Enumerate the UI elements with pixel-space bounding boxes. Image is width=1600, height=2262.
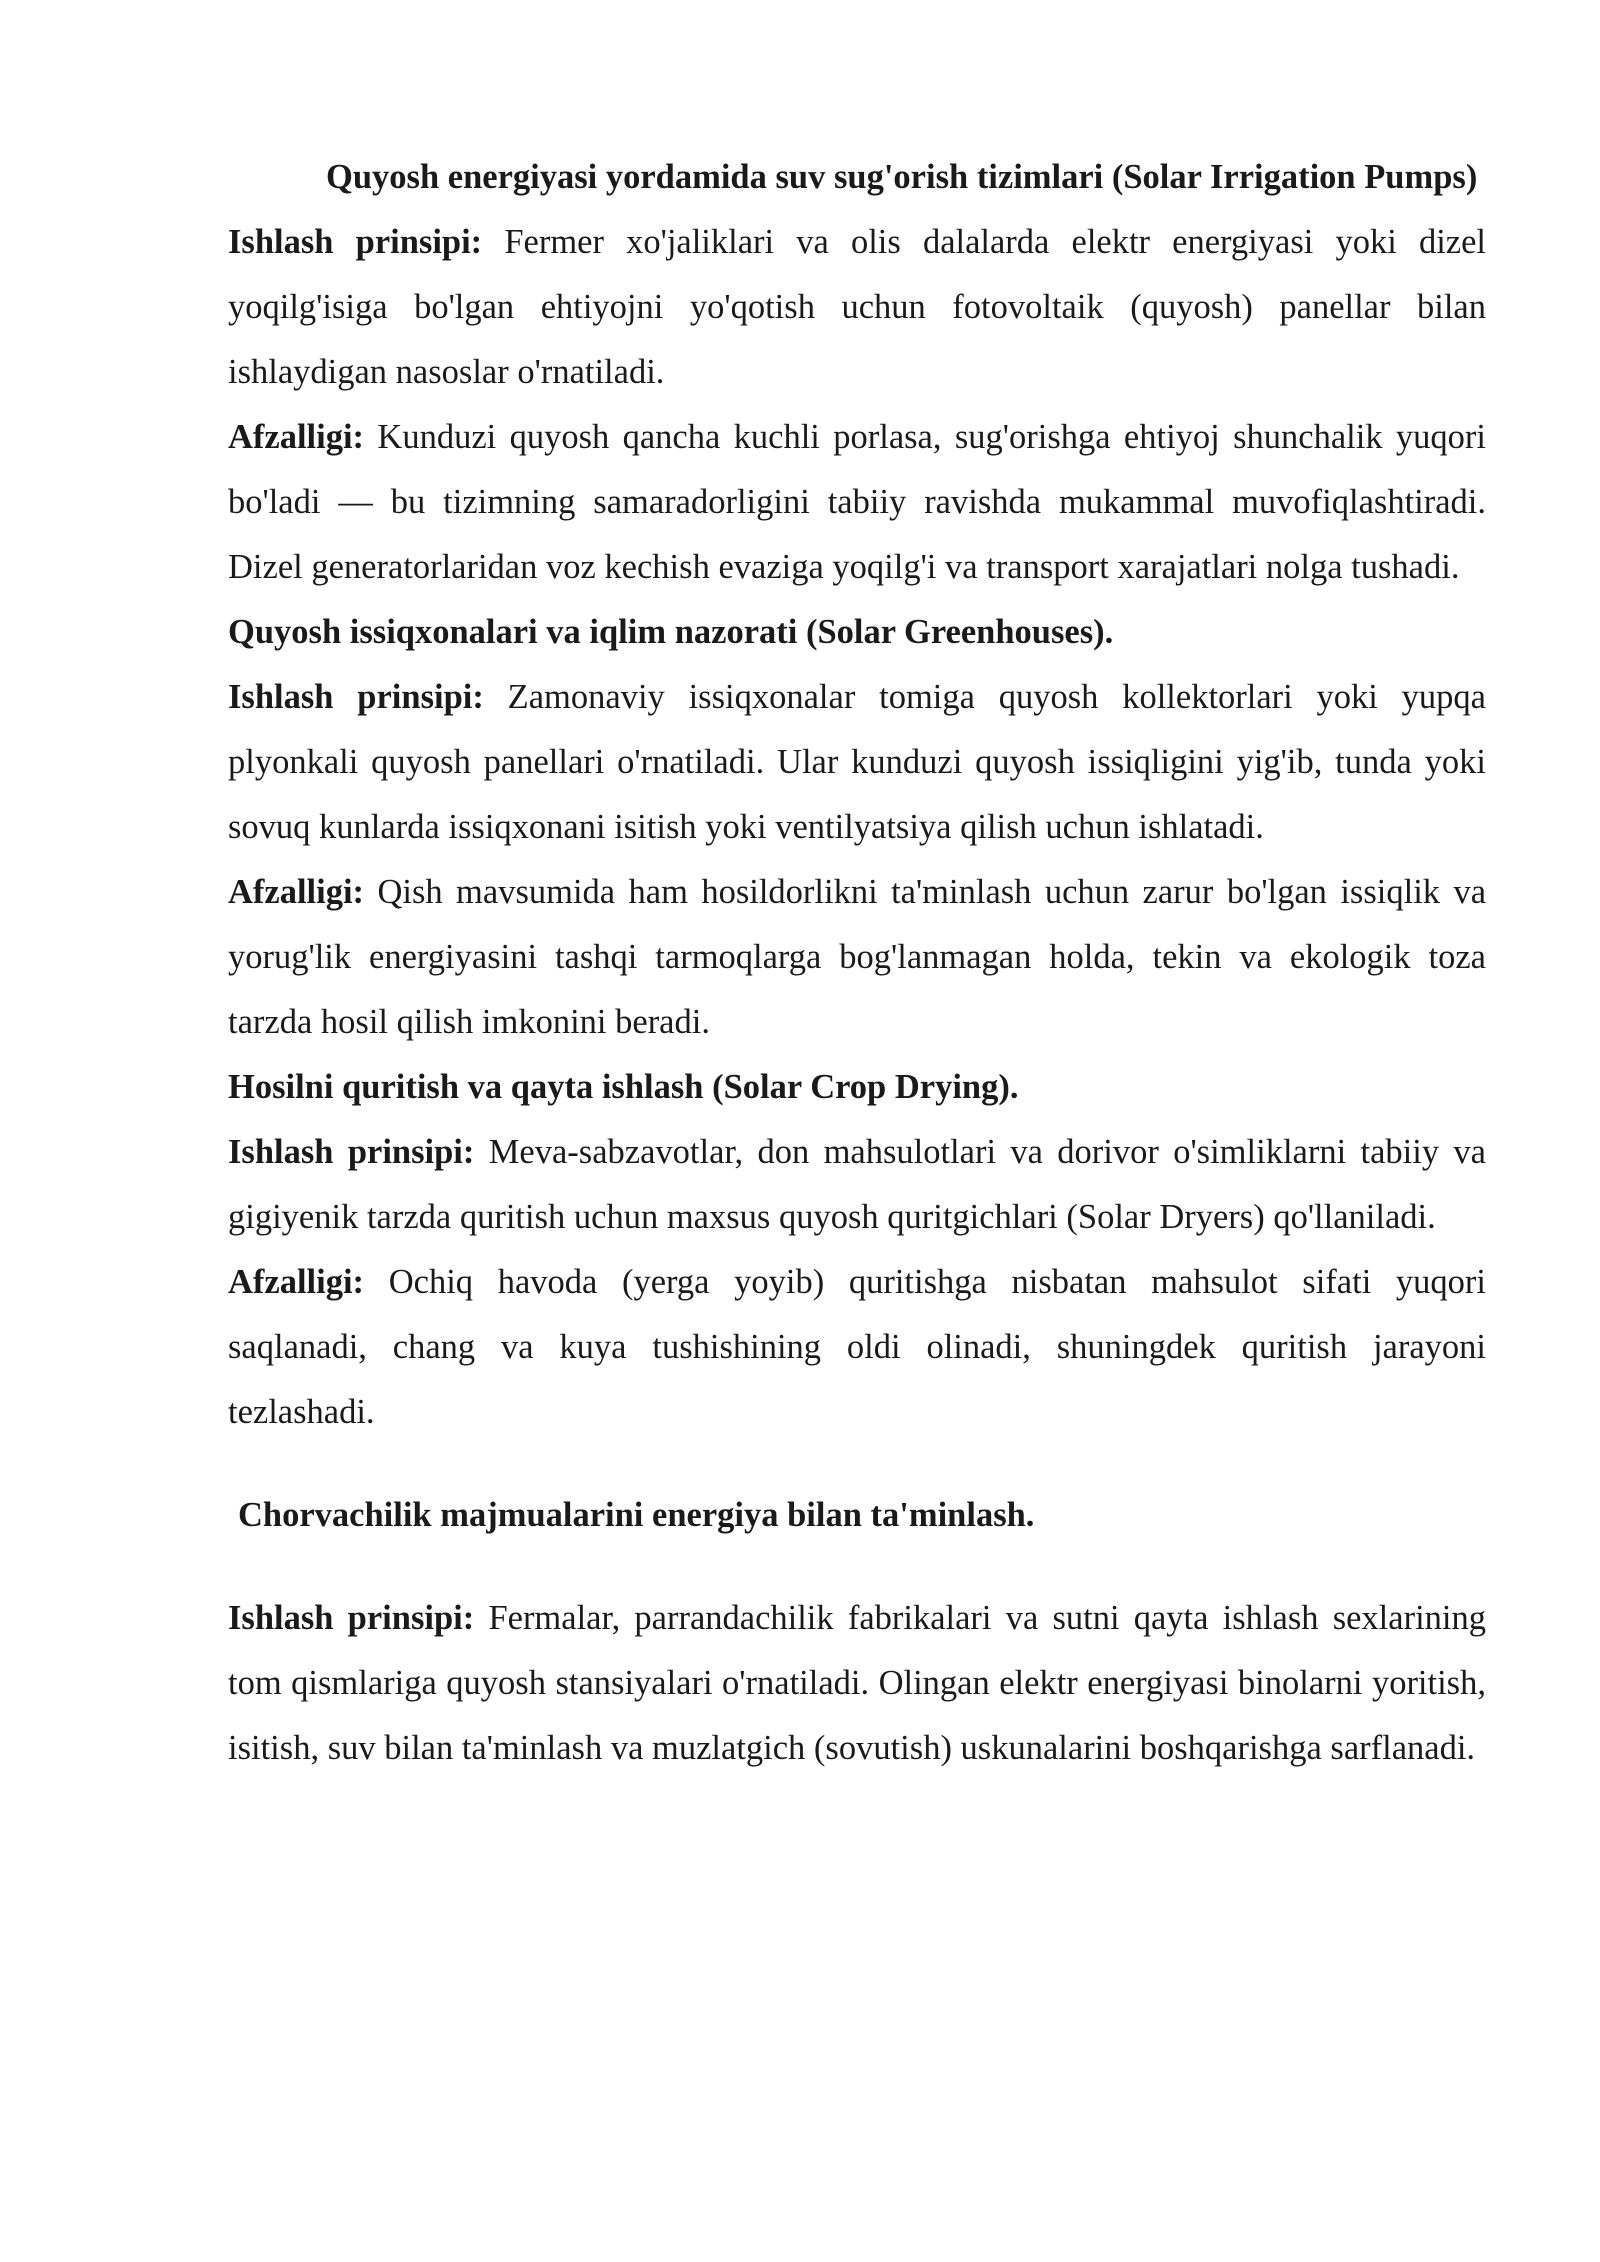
principle-text: Meva-sabzavotlar, don mahsulotlari va dorivor o'simliklarni tabiiy va gigiyenik tarzda quritish uchun maxsus quyosh quritgichlari (Solar Dryers) qo'llaniladi. <box>228 1133 1486 1236</box>
section-title-solar-greenhouses: Quyosh issiqxonalari va iqlim nazorati (Solar Greenhouses). <box>228 613 1114 651</box>
advantage-text: Ochiq havoda (yerga yoyib) quritishga nisbatan mahsulot sifati yuqori saqlanadi, chang va kuya tushishining oldi olinadi, shuningdek quritish jarayoni tezlashadi. <box>228 1263 1487 1431</box>
section-title-solar-irrigation: Quyosh energiyasi yordamida suv sug'orish tizimlari (Solar Irrigation Pumps) <box>326 158 1478 196</box>
document-body <box>228 145 1486 1781</box>
paragraph-advantage <box>228 405 1486 600</box>
advantage-label: Afzalligi: <box>228 1263 365 1301</box>
advantage-label: Afzalligi: <box>228 873 365 911</box>
principle-label: Ishlash prinsipi: <box>228 1133 475 1171</box>
paragraph-principle <box>228 210 1486 405</box>
principle-text: Fermer xo'jaliklari va olis dalalarda elektr energiyasi yoki dizel yoqilg'isiga bo'lgan ehtiyojni yo'qotish uchun fotovoltaik (quyosh) panellar bilan ishlaydigan nasoslar o'rnatiladi. <box>228 223 1486 391</box>
principle-text: Fermalar, parrandachilik fabrikalari va sutni qayta ishlash sexlarining tom qismlariga quyosh stansiyalari o'rnatiladi. Olingan elektr energiyasi binolarni yoritish, isitish, suv bilan ta'minlash va muzlatgich (sovutish) uskunalarini boshqarishga sarflanadi. <box>228 1599 1486 1767</box>
advantage-text: Qish mavsumida ham hosildorlikni ta'minlash uchun zarur bo'lgan issiqlik va yorug'lik energiyasini tashqi tarmoqlarga bog'lanmagan holda, tekin va ekologik toza tarzda hosil qilish imkonini beradi. <box>228 873 1487 1041</box>
paragraph-principle <box>228 1120 1486 1250</box>
advantage-label: Afzalligi: <box>228 418 365 456</box>
principle-text: Zamonaviy issiqxonalar tomiga quyosh kollektorlari yoki yupqa plyonkali quyosh panellari o'rnatiladi. Ular kunduzi quyosh issiqligini yig'ib, tunda yoki sovuq kunlarda issiqxonani isitish yoki ventilyatsiya qilish uchun ishlatadi. <box>228 678 1486 846</box>
principle-label: Ishlash prinsipi: <box>228 223 483 261</box>
section-title-solar-crop-drying: Hosilni quritish va qayta ishlash (Solar Crop Drying). <box>228 1068 1019 1106</box>
paragraph-advantage <box>228 1250 1486 1445</box>
section-title-livestock-energy: Chorvachilik majmualarini energiya bilan ta'minlash. <box>238 1496 1035 1534</box>
principle-label: Ishlash prinsipi: <box>228 1599 475 1637</box>
advantage-text: Kunduzi quyosh qancha kuchli porlasa, sug'orishga ehtiyoj shunchalik yuqori bo'ladi — bu tizimning samaradorligini tabiiy ravishda mukammal muvofiqlashtiradi. Dizel generatorlaridan voz kechish evaziga yoqilg'i va transport xarajatlari nolga tushadi. <box>228 418 1486 586</box>
principle-label: Ishlash prinsipi: <box>228 678 484 716</box>
paragraph-principle <box>228 1586 1486 1781</box>
paragraph-principle <box>228 665 1486 860</box>
paragraph-advantage <box>228 860 1486 1055</box>
